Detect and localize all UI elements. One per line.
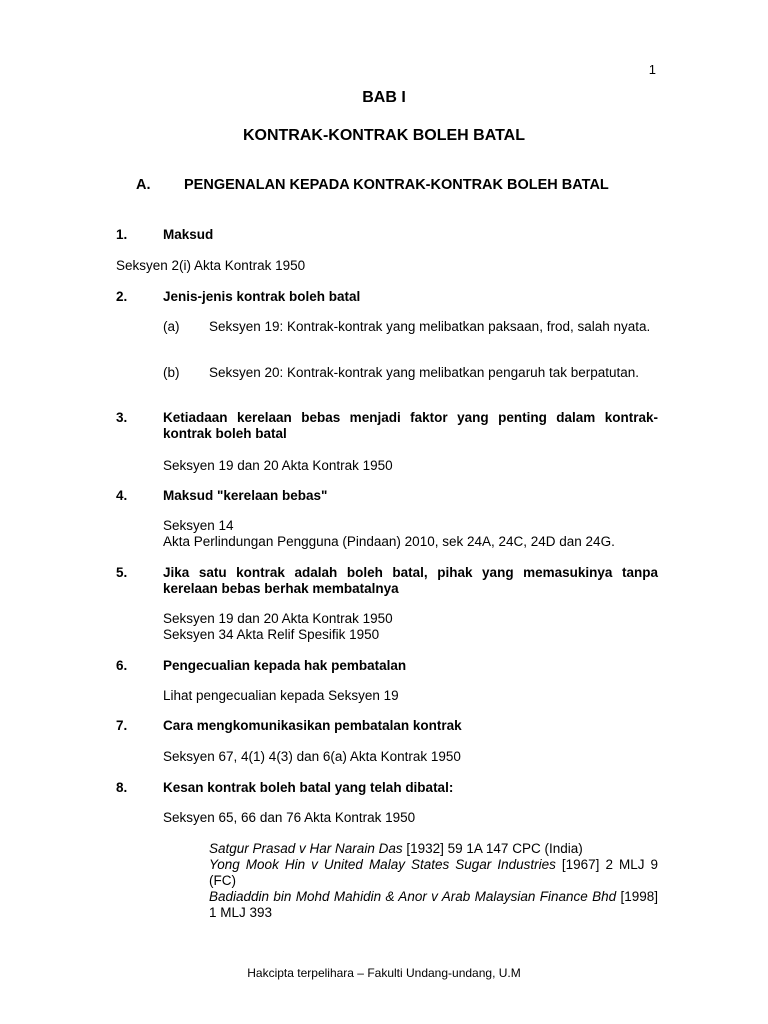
case-reference: [1998] 1 MLJ 393 [209,889,658,920]
item-heading: Maksud "kerelaan bebas" [163,488,328,503]
item-number: 1. [116,227,128,242]
case-list [209,841,658,921]
item-text: Seksyen 65, 66 dan 76 Akta Kontrak 1950 [163,810,416,825]
section-label: A. [136,177,151,193]
item-heading: Jenis-jenis kontrak boleh batal [163,289,361,304]
item-heading: Jika satu kontrak adalah boleh batal, pihak yang memasukinya tanpa kerelaan bebas berhak membatalnya [163,565,658,596]
item-number: 7. [116,718,128,733]
subitem-text: Seksyen 20: Kontrak-kontrak yang melibatkan pengaruh tak berpatutan. [209,365,640,380]
item-heading: Ketiadaan kerelaan bebas menjadi faktor yang penting dalam kontrak-kontrak boleh batal [163,410,658,441]
case-reference: [1932] 59 1A 147 CPC (India) [402,841,583,856]
case-reference: [1967] 2 MLJ 9 (FC) [209,857,659,888]
subitem-label: (a) [163,319,180,334]
page-footer: Hakcipta terpelihara – Fakulti Undang-undang, U.M [247,966,521,980]
subitem-text: Seksyen 19: Kontrak-kontrak yang melibatkan paksaan, frod, salah nyata. [209,319,651,334]
item-number: 5. [116,565,128,580]
subitem-label: (b) [163,365,180,380]
item-number: 8. [116,780,128,795]
item-number: 3. [116,410,128,425]
section-title: PENGENALAN KEPADA KONTRAK-KONTRAK BOLEH BATAL [184,177,609,193]
case-citation [209,857,658,889]
page-title: KONTRAK-KONTRAK BOLEH BATAL [242,127,526,144]
chapter-heading: BAB I [362,89,406,106]
case-name: Satgur Prasad v Har Narain Das [209,841,403,856]
item-text: Seksyen 67, 4(1) 4(3) dan 6(a) Akta Kontrak 1950 [163,749,461,764]
item-text: Seksyen 34 Akta Relif Spesifik 1950 [163,627,380,642]
item-text: Akta Perlindungan Pengguna (Pindaan) 2010, sek 24A, 24C, 24D dan 24G. [163,534,615,549]
item-heading: Cara mengkomunikasikan pembatalan kontrak [163,718,462,733]
case-name: Badiaddin bin Mohd Mahidin & Anor v Arab Malaysian Finance Bhd [209,889,617,904]
case-name: Yong Mook Hin v United Malay States Sugar Industries [209,857,556,872]
item-heading: Pengecualian kepada hak pembatalan [163,658,407,673]
item-text: Lihat pengecualian kepada Seksyen 19 [163,688,399,703]
case-citation [209,889,658,921]
item-heading: Maksud [163,227,214,242]
item-text: Seksyen 19 dan 20 Akta Kontrak 1950 [163,611,393,626]
page-number: 1 [648,62,656,77]
item-number: 2. [116,289,128,304]
item-text: Seksyen 2(i) Akta Kontrak 1950 [116,258,306,273]
case-citation [209,841,658,857]
item-heading: Kesan kontrak boleh batal yang telah dibatal: [163,780,454,795]
item-text: Seksyen 14 [163,518,234,533]
item-text: Seksyen 19 dan 20 Akta Kontrak 1950 [163,458,393,473]
item-number: 6. [116,658,128,673]
item-number: 4. [116,488,128,503]
